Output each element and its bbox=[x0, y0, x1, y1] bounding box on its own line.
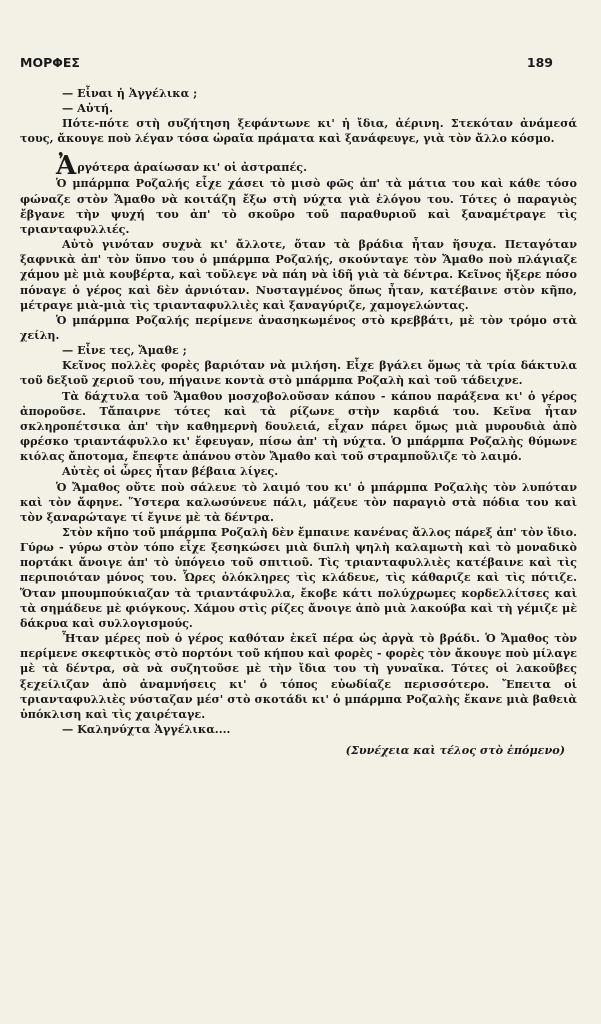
paragraph: Ἦταν μέρες ποὺ ὁ γέρος καθόταν ἐκεῖ πέρα ὡς ἀργὰ τὸ βράδι. Ὁ Ἄμαθος τὸν περίμενε σκεφτικὸς στὸ πορτόνι τοῦ κήπου καὶ φορὲς - φορὲς τὸν ἄκουγε ποὺ μίλαγε μὲ τὰ δέντρα, σὰ νὰ συζητοῦσε μὲ τὴν ἴδια του τὴ γυναῖκα. Τότες οἱ λακοῦβες ξεχείλιζαν ἀπὸ ἀναμνήσεις κι' ὁ τόπος εὐωδίαζε περισσότερο. Ἔπειτα οἱ τριανταφυλλιὲς νύσταζαν μέσ' στὸ σκοτάδι κι' ὁ μπάρμπα Ροζαλὴς ἔκανε μιὰ βαθειὰ ὑπόκλιση καὶ τὶς χαιρέταγε. bbox=[20, 631, 577, 721]
page-text bbox=[20, 86, 577, 758]
closing-line: — Καληνύχτα Ἀγγέλικα.... bbox=[62, 722, 231, 737]
paragraph: Αὐτὲς οἱ ὧρες ἦταν βέβαια λίγες. bbox=[62, 464, 279, 479]
drop-cap: Ἀ bbox=[56, 150, 77, 181]
paragraph: Αὐτὸ γινόταν συχνὰ κι' ἄλλοτε, ὅταν τὰ βράδια ἦταν ἥσυχα. Πεταγόταν ξαφνικὰ ἀπ' τὸν ὕπνο του ὁ μπάρμπα Ροζαλής, σκούνταγε τὸν Ἄμαθο ποὺ πλάγιαζε χάμου μὲ μιὰ κουβέρτα, καὶ τοὔλεγε νὰ πάη νὰ ἰδῆ γιὰ τὰ δέντρα. Κεῖνος ἤξερε πόσο πόναγε ὁ γέρος καὶ δὲν ἀρνιόταν. Νυσταγμένος ὅπως ἦταν, κατέβαινε στὸν κῆπο, μέτραγε μιὰ-μιὰ τὶς τριανταφυλλιὲς καὶ ξαναγύριζε, χαμογελώντας. bbox=[20, 237, 577, 312]
paragraph: Ὁ μπάρμπα Ροζαλής εἶχε χάσει τὸ μισὸ φῶς ἀπ' τὰ μάτια του καὶ κάθε τόσο φώναζε στὸν Ἄμαθο νὰ κοιτάζη ἔξω στὴ νύχτα γιὰ ἐλόγου του. Τότες ὁ παραγιὸς ἔβγανε τὴν ψυχή του ἀπ' τὸ σκοῦρο τοῦ παραθυριοῦ καὶ ξαναμέτραγε τὶς τριανταφυλλιές. bbox=[20, 176, 577, 236]
dialogue-line: — Εἶναι ἡ Ἀγγέλικα ; bbox=[62, 86, 198, 100]
page-header bbox=[20, 55, 553, 70]
paragraph: Κεῖνος πολλὲς φορὲς βαριόταν νὰ μιλήση. Εἶχε βγάλει ὅμως τὰ τρία δάκτυλα τοῦ δεξιοῦ χεριοῦ του, πήγαινε κοντὰ στὸ μπάρμπα Ροζαλὴ καὶ τοῦ τάδειχνε. bbox=[20, 358, 577, 388]
page-number: 189 bbox=[526, 55, 553, 70]
continuation-note: (Συνέχεια καὶ τέλος στὸ ἑπόμενο) bbox=[345, 743, 565, 758]
dialogue-line: — Αὐτή. bbox=[62, 101, 114, 116]
paragraph: Τὰ δάχτυλα τοῦ Ἄμαθου μοσχοβολοῦσαν κάπου - κάπου παράξενα κι' ὁ γέρος ἀποροῦσε. Τἄπαιρνε τότες καὶ τὰ ρίζωνε στὴν καρδιά του. Κεῖνα ἦταν σκληροπέτσικα ἀπ' τὴν καθημερνὴ δουλειά, εἶχαν πάρει ὅμως μιὰ μυρουδιὰ ἀπὸ φρέσκο τριαντάφυλλο κι' ἔφευγαν, πίσω ἀπ' τὴ νύχτα. Ὁ μπάρμπα Ροζαλὴς θύμωνε κιόλας ἄποτομα, ἔπεφτε ἀπάνου στὸν Ἄμαθο καὶ τοῦ στραμποὔλιζε τὸ λαιμό. bbox=[20, 388, 577, 464]
paragraph: Στὸν κῆπο τοῦ μπάρμπα Ροζαλὴ δὲν ἔμπαινε κανένας ἄλλος πάρεξ ἀπ' τὸν ἴδιο. Γύρω - γύρω στὸν τόπο εἶχε ξεσηκώσει μιὰ διπλὴ ψηλὴ καλαμωτὴ καὶ τὸ μοναδικὸ πορτάκι ἄνοιγε ἀπ' τὸ ὑπόγειο τοῦ σπιτιοῦ. Τὶς τριανταφυλλιὲς κατέβαινε καὶ τὶς περιποιόταν μόνος του. Ὧρες ὁλόκληρες τὶς κλάδευε, τὶς κάθαριζε καὶ τὶς πότιζε. Ὅταν μπουμπούκιαζαν τὰ τριαντάφυλλα, ἔκοβε κάτι πολύχρωμες κορδελλίτσες καὶ τὰ σημάδευε μὲ φιόγκους. Χάμου στὶς ρίζες ἄνοιγε ἀπὸ μιὰ λακούβα καὶ τὴ γέμιζε μὲ δάκρυα καὶ συλλογισμούς. bbox=[20, 525, 577, 630]
paragraph: Ὁ μπάρμπα Ροζαλής περίμενε ἀνασηκωμένος στὸ κρεββάτι, μὲ τὸν τρόμο στὰ χείλη. bbox=[20, 312, 577, 342]
dialogue-line: — Εἶνε τες, Ἄμαθε ; bbox=[62, 343, 187, 358]
section-opening bbox=[20, 150, 577, 181]
paragraph: Ὁ Ἄμαθος οὔτε ποὺ σάλευε τὸ λαιμό του κι' ὁ μπάρμπα Ροζαλὴς τὸν λυπόταν καὶ τὸν ἄφηνε. Ὕστερα καλωσύνευε πάλι, μάζευε τὸν παραγιὸ στὰ πόδια του καὶ τὸν ξαναρώταγε τί ἔγινε μὲ τὰ δέντρα. bbox=[20, 479, 577, 524]
running-title: ΜΟΡΦΕΣ bbox=[20, 55, 80, 70]
section-opening-text: ργότερα ἀραίωσαν κι' οἱ ἀστραπές. bbox=[77, 159, 308, 174]
paragraph: Πότε-πότε στὴ συζήτηση ξεφάντωνε κι' ἡ ἴδια, ἀέρινη. Στεκόταν ἀνάμεσά τους, ἄκουγε ποὺ λέγαν τόσα ὡραῖα πράματα καὶ ξανάφευγε, γιὰ τὸν ἄλλο κόσμο. bbox=[20, 116, 577, 146]
